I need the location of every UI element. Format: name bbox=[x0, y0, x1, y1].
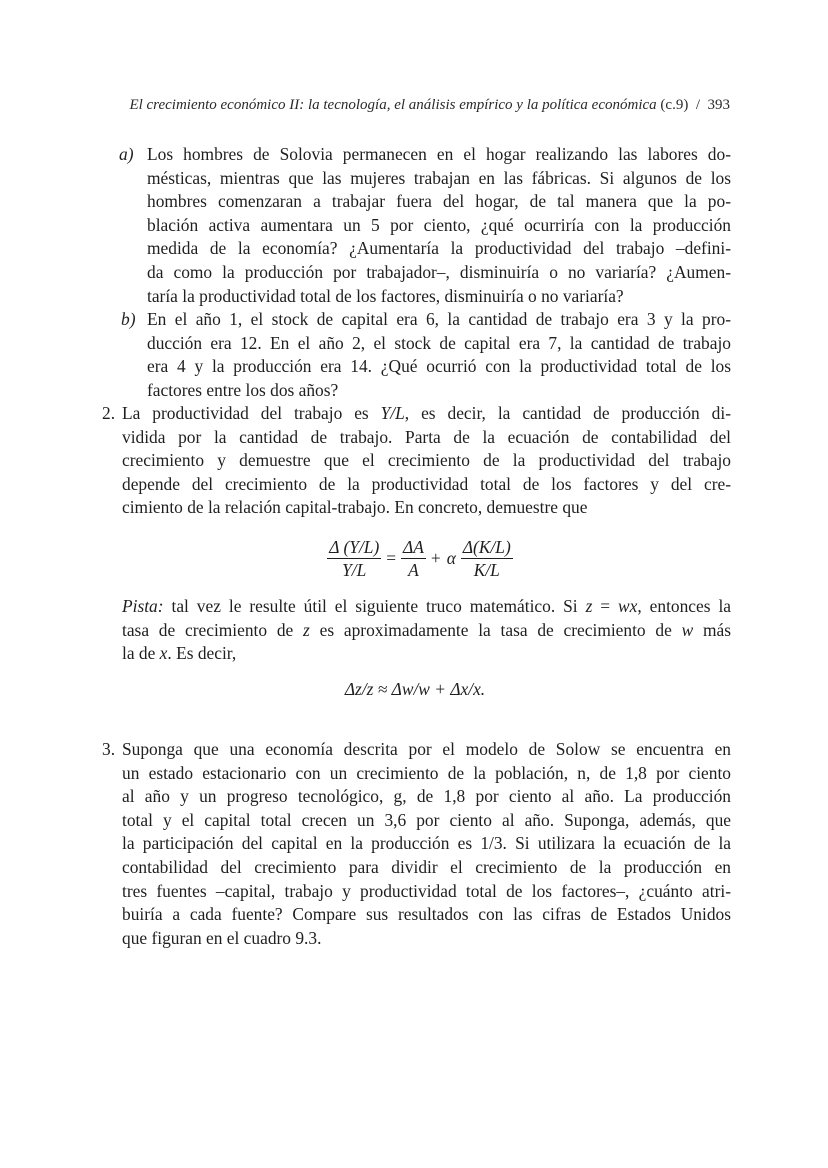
text-line: depende del crecimiento de la productividad total de los factores y del cre- bbox=[122, 473, 731, 494]
math-variable: w bbox=[681, 619, 694, 640]
text-line: mésticas, mientras que las mujeres trabajan en las fábricas. Si algunos de los bbox=[147, 167, 731, 188]
text-run: . Es decir, bbox=[167, 643, 237, 664]
text-line: que figuran en el cuadro 9.3. bbox=[122, 927, 322, 948]
sub-item-label-a: a) bbox=[119, 144, 134, 164]
page-number: 393 bbox=[707, 97, 730, 113]
text-line: Suponga que una economía descrita por el modelo de Solow se encuentra en bbox=[122, 739, 731, 759]
separator: / bbox=[695, 97, 700, 113]
text-line: Los hombres de Solovia permanecen en el hogar realizando las labores do- bbox=[147, 144, 731, 164]
text-run: es aproximadamente la tasa de crecimiento de bbox=[309, 619, 682, 640]
text-line: En el año 1, el stock de capital era 6, la cantidad de trabajo era 3 y la pro- bbox=[147, 309, 731, 329]
text-run: tasa de crecimiento de bbox=[122, 619, 304, 640]
text-line bbox=[122, 402, 731, 426]
exercise-1b bbox=[122, 308, 731, 402]
alpha-symbol: α bbox=[446, 547, 456, 568]
chapter-title: El crecimiento económico II: la tecnología, el análisis empírico y la política económica bbox=[129, 97, 657, 113]
sub-item-label-b: b) bbox=[121, 309, 136, 329]
sub-item-b-text bbox=[147, 308, 731, 402]
exercise-2 bbox=[102, 402, 731, 520]
text-run: tal vez le resulte útil el siguiente truco matemático. Si bbox=[163, 596, 586, 616]
denominator: Y/L bbox=[342, 559, 367, 580]
exercise-1a bbox=[119, 143, 731, 308]
numerator: Δ (Y/L) bbox=[329, 536, 380, 557]
text-run: La productividad del trabajo es bbox=[122, 403, 381, 423]
text-line bbox=[122, 642, 731, 666]
fraction-lhs bbox=[327, 536, 381, 581]
exercise-number-2: 2. bbox=[102, 403, 116, 423]
hint-label: Pista: bbox=[122, 596, 164, 616]
text-line: taría la productividad total de los factores, disminuiría o no variaría? bbox=[147, 285, 624, 306]
text-line bbox=[122, 619, 731, 643]
math-variable: Y/L bbox=[380, 403, 405, 423]
text-line: total y el capital total crecen un 3,6 por ciento al año. Suponga, además, que bbox=[122, 809, 731, 830]
text-line: tres fuentes –capital, trabajo y productividad total de los factores–, ¿cuánto atri- bbox=[122, 880, 731, 901]
equals-sign: = bbox=[386, 547, 397, 568]
text-run: , es decir, la cantidad de producción di- bbox=[404, 403, 731, 423]
text-run: la de bbox=[122, 643, 160, 664]
chapter-ref: (c.9) bbox=[660, 97, 689, 113]
sub-item-a-text bbox=[147, 143, 731, 308]
numerator: ΔA bbox=[403, 536, 424, 557]
math-variable: z bbox=[303, 619, 310, 640]
denominator: K/L bbox=[473, 559, 500, 580]
text-line: crecimiento y demuestre que el crecimiento de la productividad del trabajo bbox=[122, 450, 731, 471]
math-variable: x bbox=[159, 643, 168, 664]
text-line: medida de la economía? ¿Aumentaría la productividad del trabajo –defini- bbox=[147, 238, 731, 259]
text-line: un estado estacionario con un crecimiento de la población, n, de 1,8 por ciento bbox=[122, 762, 731, 783]
text-line: era 4 y la producción era 14. ¿Qué ocurrió con la productividad total de los bbox=[147, 356, 731, 377]
text-run: , entonces la bbox=[637, 596, 731, 616]
text-line: buiría a cada fuente? Compare sus resultados con las cifras de Estados Unidos bbox=[122, 904, 731, 925]
running-head bbox=[100, 95, 730, 115]
text-line: contabilidad del crecimiento para dividir el crecimiento de la producción en bbox=[122, 856, 731, 877]
text-line bbox=[122, 595, 731, 619]
fraction-capital-labor bbox=[461, 536, 513, 581]
text-line: al año y un progreso tecnológico, g, de 1,8 por ciento al año. La producción bbox=[122, 786, 731, 807]
text-line: hombres comenzaran a trabajar fuera del hogar, de tal manera que la po- bbox=[147, 191, 731, 212]
exercise-number-3: 3. bbox=[102, 739, 116, 759]
math-variable: wx bbox=[618, 596, 638, 616]
denominator: A bbox=[408, 559, 419, 580]
text-line: blación activa aumentara un 5 por ciento, ¿qué ocurriría con la producción bbox=[147, 214, 731, 235]
growth-rate-approximation: Δz/z ≈ Δw/w + Δx/x. bbox=[344, 679, 486, 699]
text-line: la participación del capital en la producción es 1/3. Si utilizara la ecuación de la bbox=[122, 833, 731, 854]
plus-sign: + bbox=[430, 547, 441, 568]
text-run: = bbox=[592, 596, 619, 616]
fraction-tfp bbox=[401, 536, 426, 581]
text-line: cimiento de la relación capital-trabajo. En concreto, demuestre que bbox=[122, 497, 588, 518]
text-line: ducción era 12. En el año 2, el stock de capital era 7, la cantidad de trabajo bbox=[147, 332, 731, 353]
text-line: da como la producción por trabajador–, disminuiría o no variaría? ¿Aumen- bbox=[147, 261, 731, 282]
text-run: más bbox=[693, 619, 731, 640]
numerator: Δ(K/L) bbox=[462, 536, 511, 557]
exercise-3 bbox=[102, 738, 731, 950]
hint-paragraph bbox=[122, 595, 731, 666]
text-line: factores entre los dos años? bbox=[147, 379, 339, 400]
labor-productivity-growth-formula bbox=[300, 532, 540, 584]
text-line: vidida por la cantidad de trabajo. Parta de la ecuación de contabilidad del bbox=[122, 426, 731, 447]
math-variable: z bbox=[585, 596, 593, 616]
